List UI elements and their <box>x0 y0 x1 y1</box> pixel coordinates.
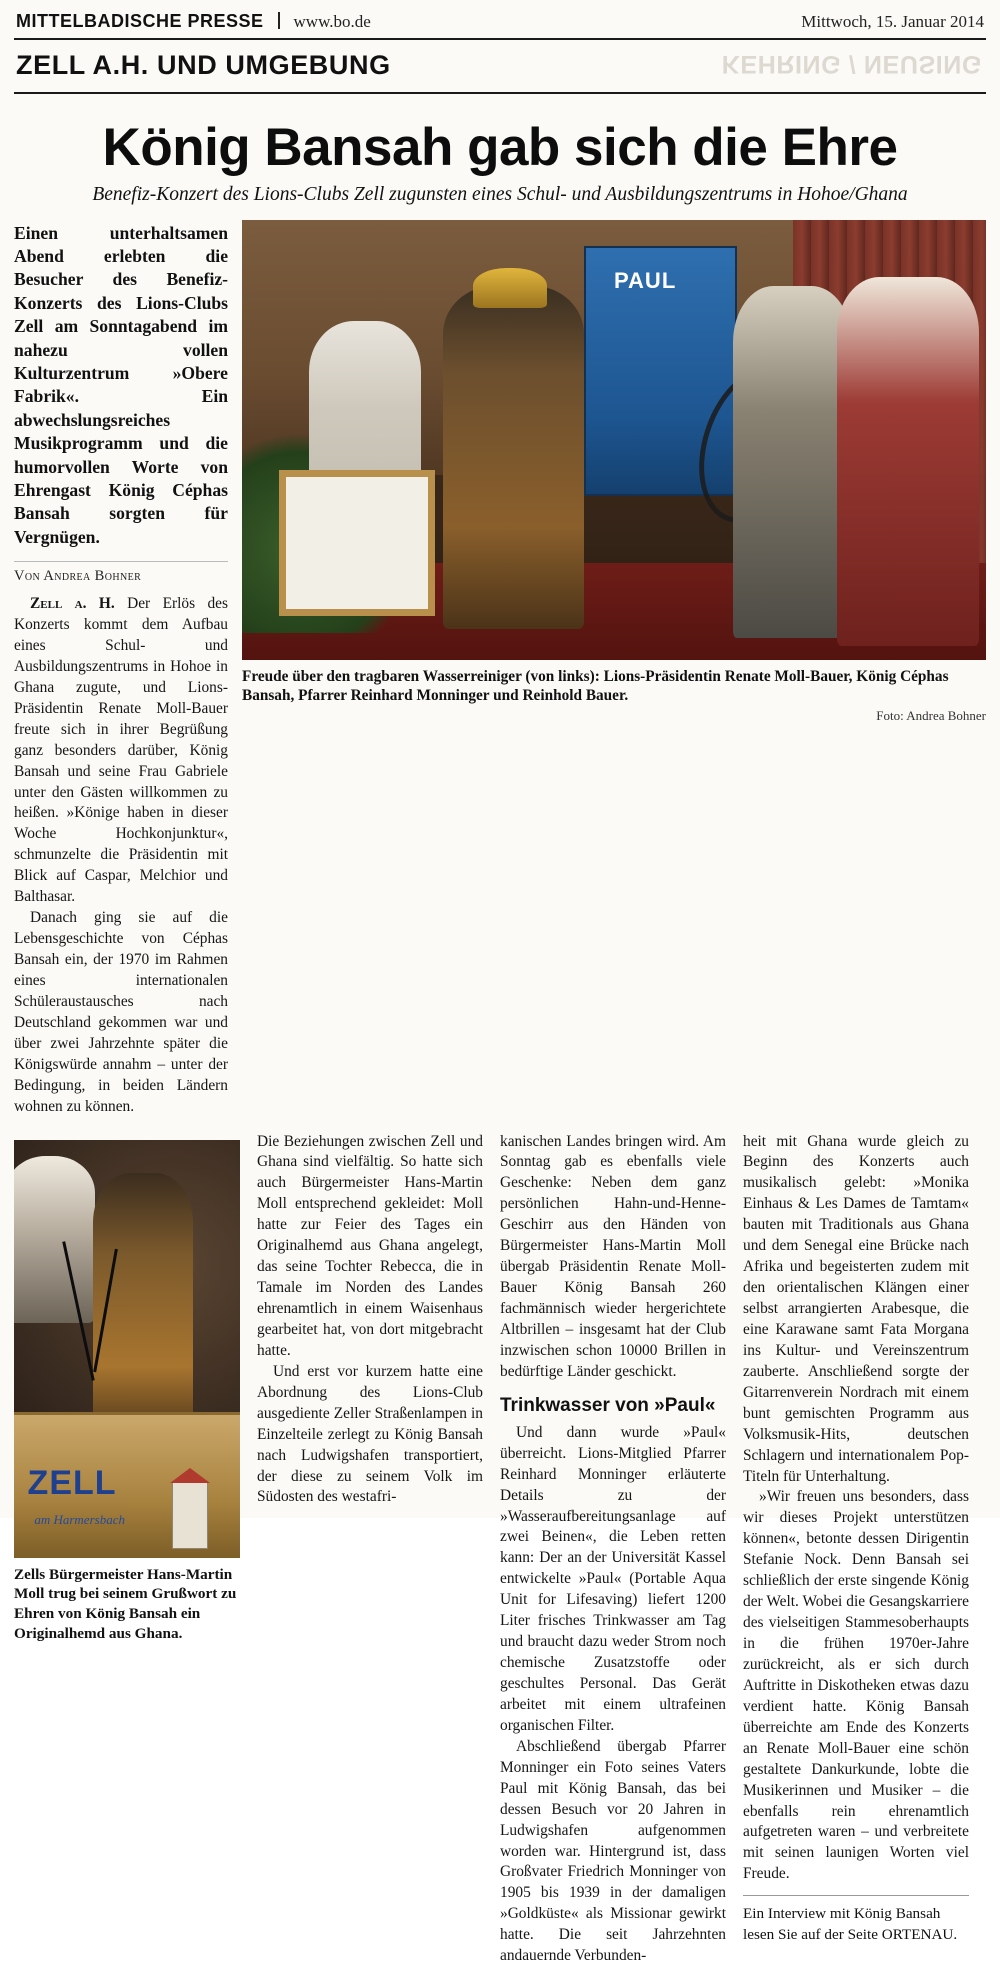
podium-logo-subtext: am Harmersbach <box>34 1512 125 1528</box>
town-crest-tower <box>172 1481 208 1549</box>
paragraph: Abschließend übergab Pfarrer Monninger ein Foto seines Vaters Paul mit König Bansah, das bei dessen Besuch vor 20 Jahren in Ludwigshafen aufgenommen worden war. Hintergrund ist, dass Großvater Friedrich Monninger von 1905 bis 1939 in der damaligen »Goldküste« als Missionar gewirkt hatte. Die seit Jahrzehnten andauernde Verbunden- <box>500 1737 726 1965</box>
podium-logo-text: ZELL <box>27 1464 117 1503</box>
paragraph: Danach ging sie auf die Lebensgeschichte von Céphas Bansah ein, der 1970 im Rahmen eines internationalen Schüleraustausches nach Deutschland gekommen war und über zwei Jahrzehnte später die Königswürde annahm – unter der Bedingung, in beiden Ländern wohnen zu können. <box>14 909 228 1115</box>
paragraph: kanischen Landes bringen wird. Am Sonntag gab es ebenfalls viele Geschenke: Neben dem ganz persönlichen Hahn-und-Henne-Geschirr aus den Händen von Bürgermeister Hans-Martin Moll übergab Präsidentin Renate Moll-Bauer König Bansah 260 fachmännisch wieder hergerichtete Altbrillen – insgesamt hat der Club inzwischen schon 10000 Brillen in bedürftige Länder geschickt. <box>500 1132 726 1380</box>
device-label: PAUL <box>614 268 677 294</box>
person-monninger <box>733 286 852 638</box>
paragraph <box>14 594 228 908</box>
lead-paragraph: Einen unterhaltsamen Abend erlebten die Besucher des Benefiz-Konzerts des Lions-Clubs Zell am Sonntagabend im nahezu vollen Kulturzentrum »Obere Fabrik«. Ein abwechslungsreiches Musikprogramm und die humorvollen Worte von Ehrengast König Céphas Bansah sorgten für Vergnügen. <box>14 222 228 547</box>
dateline: Zell a. H. <box>30 595 115 613</box>
main-photo-caption: Freude über den tragbaren Wasserreiniger (von links): Lions-Präsidentin Renate Moll-Bauer, König Céphas Bansah, Pfarrer Reinhard Monninger und Reinhold Bauer. <box>242 667 949 705</box>
byline-text: Von Andrea Bohner <box>14 568 142 585</box>
masthead <box>14 0 986 40</box>
paper-name: MITTELBADISCHE PRESSE <box>16 11 264 31</box>
body-column-1 <box>14 1132 240 1644</box>
paragraph: »Wir freuen uns besonders, dass wir dieses Projekt unterstützen können«, betonte dessen Dirigentin Stefanie Nock. Denn Bansah sei schließlich der erste singende König der Welt. Wobei die Gesangskarriere des vielseitigen Stammesoberhaupts in die frühen 1970er-Jahre zurückreicht, als er sich durch Auftritte in Diskotheken etwas dazu verdient hatte. König Bansah überreichte am Ende des Konzerts an Renate Moll-Bauer eine schön gestaltete Dankurkunde, lobte die Musikerinnen und Musiker – die ebenfalls rein ehrenamtlich aufgetreten waren – und verbreitete mit seinen launigen Worten viel Freude. <box>743 1488 969 1883</box>
paragraph: Die Beziehungen zwischen Zell und Ghana sind vielfältig. So hatte sich auch Bürgermeister Hans-Martin Moll entsprechend gekleidet: Moll hatte zur Feier des Tages ein Originalhemd aus Ghana angelegt, das seine Tochter Rebecca, die in Tamale im Norden des Landes ehrenamtlich in einem Waisenhaus gearbeitet hat, von dort mitgebracht hatte. <box>257 1132 483 1359</box>
article-subheadline: Benefiz-Konzert des Lions-Clubs Zell zugunsten eines Schul- und Ausbildungszentrums in Hohoe/Ghana <box>92 183 908 205</box>
lead-body <box>14 594 228 1117</box>
body-subheading: Trinkwasser von »Paul« <box>500 1394 716 1416</box>
person-moll <box>14 1156 95 1323</box>
main-photo-block <box>242 220 986 1118</box>
article-teaser[interactable]: Ein Interview mit König Bansah lesen Sie auf der Seite ORTENAU. <box>743 1895 969 1944</box>
lead-column <box>14 220 228 1118</box>
secondary-photo <box>14 1140 240 1558</box>
section-title: ZELL A.H. UND UMGEBUNG <box>16 50 391 80</box>
main-photo <box>242 220 986 660</box>
section-title-ghost: KEHRING / NEUSING <box>721 50 982 78</box>
certificate-frame <box>279 470 434 616</box>
byline <box>14 561 228 585</box>
section-bar <box>14 40 986 94</box>
paragraph: Und erst vor kurzem hatte eine Abordnung des Lions-Club ausgediente Zeller Straßenlampen in Einzelteile zerlegt zu König Bansah nach Ludwigshafen transportiert, der diese zu seinem Volk im Südosten des westafri- <box>257 1362 483 1506</box>
person-bansah-secondary <box>93 1173 192 1449</box>
masthead-left <box>16 10 371 32</box>
main-photo-credit: Foto: Andrea Bohner <box>876 707 986 723</box>
paragraph: Und dann wurde »Paul« überreicht. Lions-Mitglied Pfarrer Reinhard Monninger erläuterte Details zu der »Wasseraufbereitungsanlage auf zwei Beinen«, die Leben retten kann: Der an der Universität Kassel entwickelte »Paul« (Portable Aqua Unit for Lifesaving) liefert 1200 Liter frisches Trinkwasser am Tag und braucht dazu weder Strom noch chemische Zusatzstoffe oder geschultes Personal. Das Gerät arbeitet mit einem ultrafeinen organischen Filter. <box>500 1423 726 1734</box>
paragraph-text: Der Erlös des Konzerts kommt dem Aufbau eines Schul- und Ausbildungszentrums in Hohoe in Ghana zugute, und Lions-Präsidentin Renate Moll-Bauer freute sich in ihrer Begrüßung ganz besonders darüber, König Bansah und seine Frau Gabriele unter den Gästen willkommen zu heißen. »Könige haben in dieser Woche Hochkonjunktur«, schmunzelte die Präsidentin mit Blick auf Caspar, Melchior und Balthasar. <box>14 595 228 906</box>
paragraph: heit mit Ghana wurde gleich zu Beginn des Konzerts auch musikalisch gelebt: »Monika Einhaus & Les Dames de Tamtam« bauten mit Traditionals aus Ghana und dem Senegal eine Brücke nach Afrika und begeisterten zudem mit den orientalischen Klängen einer selbst arrangierten Arabesque, die eine Karawane samt Fata Morgana ins Kultur- und Vereinszentrum zauberte. Anschließend sorgte der Gitarrenverein Nordrach mit einem bunt gemischten Programm aus Volksmusik-Hits, deutschen Schlagern und internationalem Pop-Titeln für Unterhaltung. <box>743 1132 969 1485</box>
body-column-3 <box>500 1132 726 1967</box>
person-bansah <box>443 286 584 629</box>
secondary-photo-caption: Zells Bürgermeister Hans-Martin Moll trug bei seinem Grußwort zu Ehren von König Bansah ein Originalhemd aus Ghana. <box>14 1565 237 1642</box>
article-headline: König Bansah gab sich die Ehre <box>102 118 898 177</box>
crown-icon <box>473 268 547 308</box>
publication-date: Mittwoch, 15. Januar 2014 <box>801 12 984 31</box>
body-column-2 <box>257 1132 483 1509</box>
body-column-4 <box>743 1132 969 1945</box>
article-body <box>14 1132 986 1967</box>
masthead-divider <box>278 12 280 29</box>
article-top-block <box>14 220 986 1118</box>
paper-url: www.bo.de <box>293 12 371 31</box>
person-bauer <box>837 277 978 647</box>
